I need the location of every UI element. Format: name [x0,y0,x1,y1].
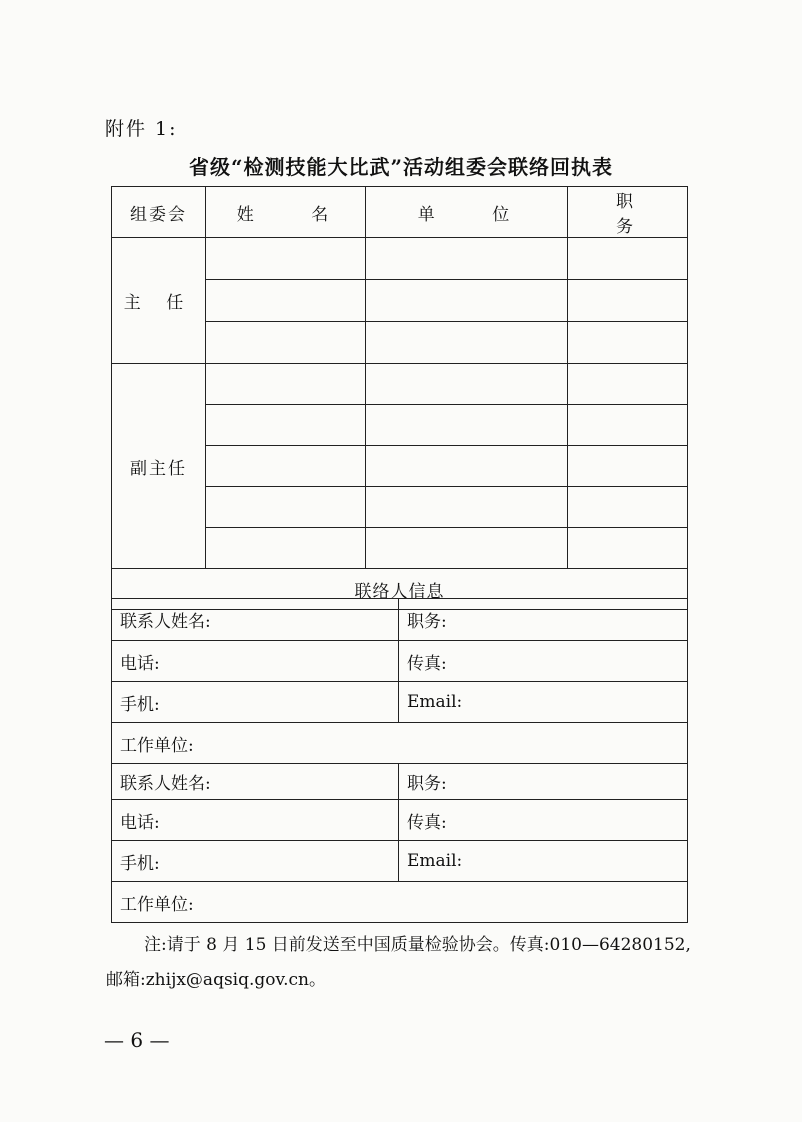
contact-row [112,723,688,764]
contact-row [112,764,688,800]
deputy-name-cell[interactable] [206,528,366,569]
contact-mobile-label: 手机: [120,694,160,715]
contact-position-label: 职务: [407,774,447,794]
contact-row [112,682,688,723]
director-row [112,238,688,280]
contact-name-field[interactable] [112,764,399,800]
contact-row [112,599,688,641]
contact-fax-field[interactable] [399,800,688,841]
contact-info-table [111,598,688,923]
deputy-position-cell[interactable] [568,446,688,487]
header-name: 姓 名 [206,187,366,238]
director-position-cell[interactable] [568,238,688,280]
deputy-name-cell[interactable] [206,487,366,528]
role-deputy: 副主任 [112,364,206,569]
contact-workplace-field[interactable] [112,723,688,764]
header-committee: 组委会 [112,187,206,238]
contact-email-label: Email: [407,692,463,712]
director-name-cell[interactable] [206,322,366,364]
director-unit-cell[interactable] [366,322,568,364]
deputy-unit-cell[interactable] [366,405,568,446]
director-position-cell[interactable] [568,280,688,322]
deputy-unit-cell[interactable] [366,528,568,569]
contact-row [112,800,688,841]
contact-mobile-field[interactable] [112,841,399,882]
contact-phone-label: 电话: [120,812,160,833]
attachment-label: 附件 1: [105,118,178,140]
contact-phone-field[interactable] [112,641,399,682]
contact-email-field[interactable] [399,682,688,723]
header-position: 职 务 [568,187,688,238]
deputy-name-cell[interactable] [206,446,366,487]
director-unit-cell[interactable] [366,238,568,280]
contact-position-field[interactable] [399,764,688,800]
deputy-position-cell[interactable] [568,405,688,446]
contact-email-label: Email: [407,851,463,871]
director-position-cell[interactable] [568,322,688,364]
deputy-unit-cell[interactable] [366,487,568,528]
note-line-2: 邮箱:zhijx@aqsiq.gov.cn。 [106,970,326,990]
deputy-position-cell[interactable] [568,528,688,569]
role-director: 主 任 [112,238,206,364]
contact-email-field[interactable] [399,841,688,882]
contact-phone-label: 电话: [120,653,160,674]
deputy-name-cell[interactable] [206,364,366,405]
contact-fax-label: 传真: [407,653,447,674]
deputy-row [112,364,688,405]
contact-workplace-field[interactable] [112,882,688,923]
contact-position-label: 职务: [407,612,447,632]
contact-row [112,882,688,923]
contact-position-field[interactable] [399,599,688,641]
contact-mobile-label: 手机: [120,853,160,874]
contact-phone-field[interactable] [112,800,399,841]
note-line-1: 注:请于 8 月 15 日前发送至中国质量检验协会。传真:010—64280152, [144,935,691,955]
director-name-cell[interactable] [206,238,366,280]
deputy-name-cell[interactable] [206,405,366,446]
contact-workplace-label: 工作单位: [120,894,194,915]
header-unit: 单 位 [366,187,568,238]
contact-row [112,641,688,682]
header-row [112,187,688,238]
director-name-cell[interactable] [206,280,366,322]
director-unit-cell[interactable] [366,280,568,322]
deputy-position-cell[interactable] [568,487,688,528]
contact-row [112,841,688,882]
contact-name-field[interactable] [112,599,399,641]
liaison-form-table [111,186,688,610]
deputy-unit-cell[interactable] [366,364,568,405]
deputy-position-cell[interactable] [568,364,688,405]
contact-fax-field[interactable] [399,641,688,682]
contact-name-label: 联系人姓名: [120,612,211,632]
contact-section-title: 联络人信息 [112,569,688,610]
page-number: — 6 — [104,1028,170,1052]
form-title: 省级“检测技能大比武”活动组委会联络回执表 [188,155,613,179]
deputy-unit-cell[interactable] [366,446,568,487]
contact-mobile-field[interactable] [112,682,399,723]
contact-name-label: 联系人姓名: [120,774,211,794]
contact-fax-label: 传真: [407,812,447,833]
contact-workplace-label: 工作单位: [120,735,194,756]
